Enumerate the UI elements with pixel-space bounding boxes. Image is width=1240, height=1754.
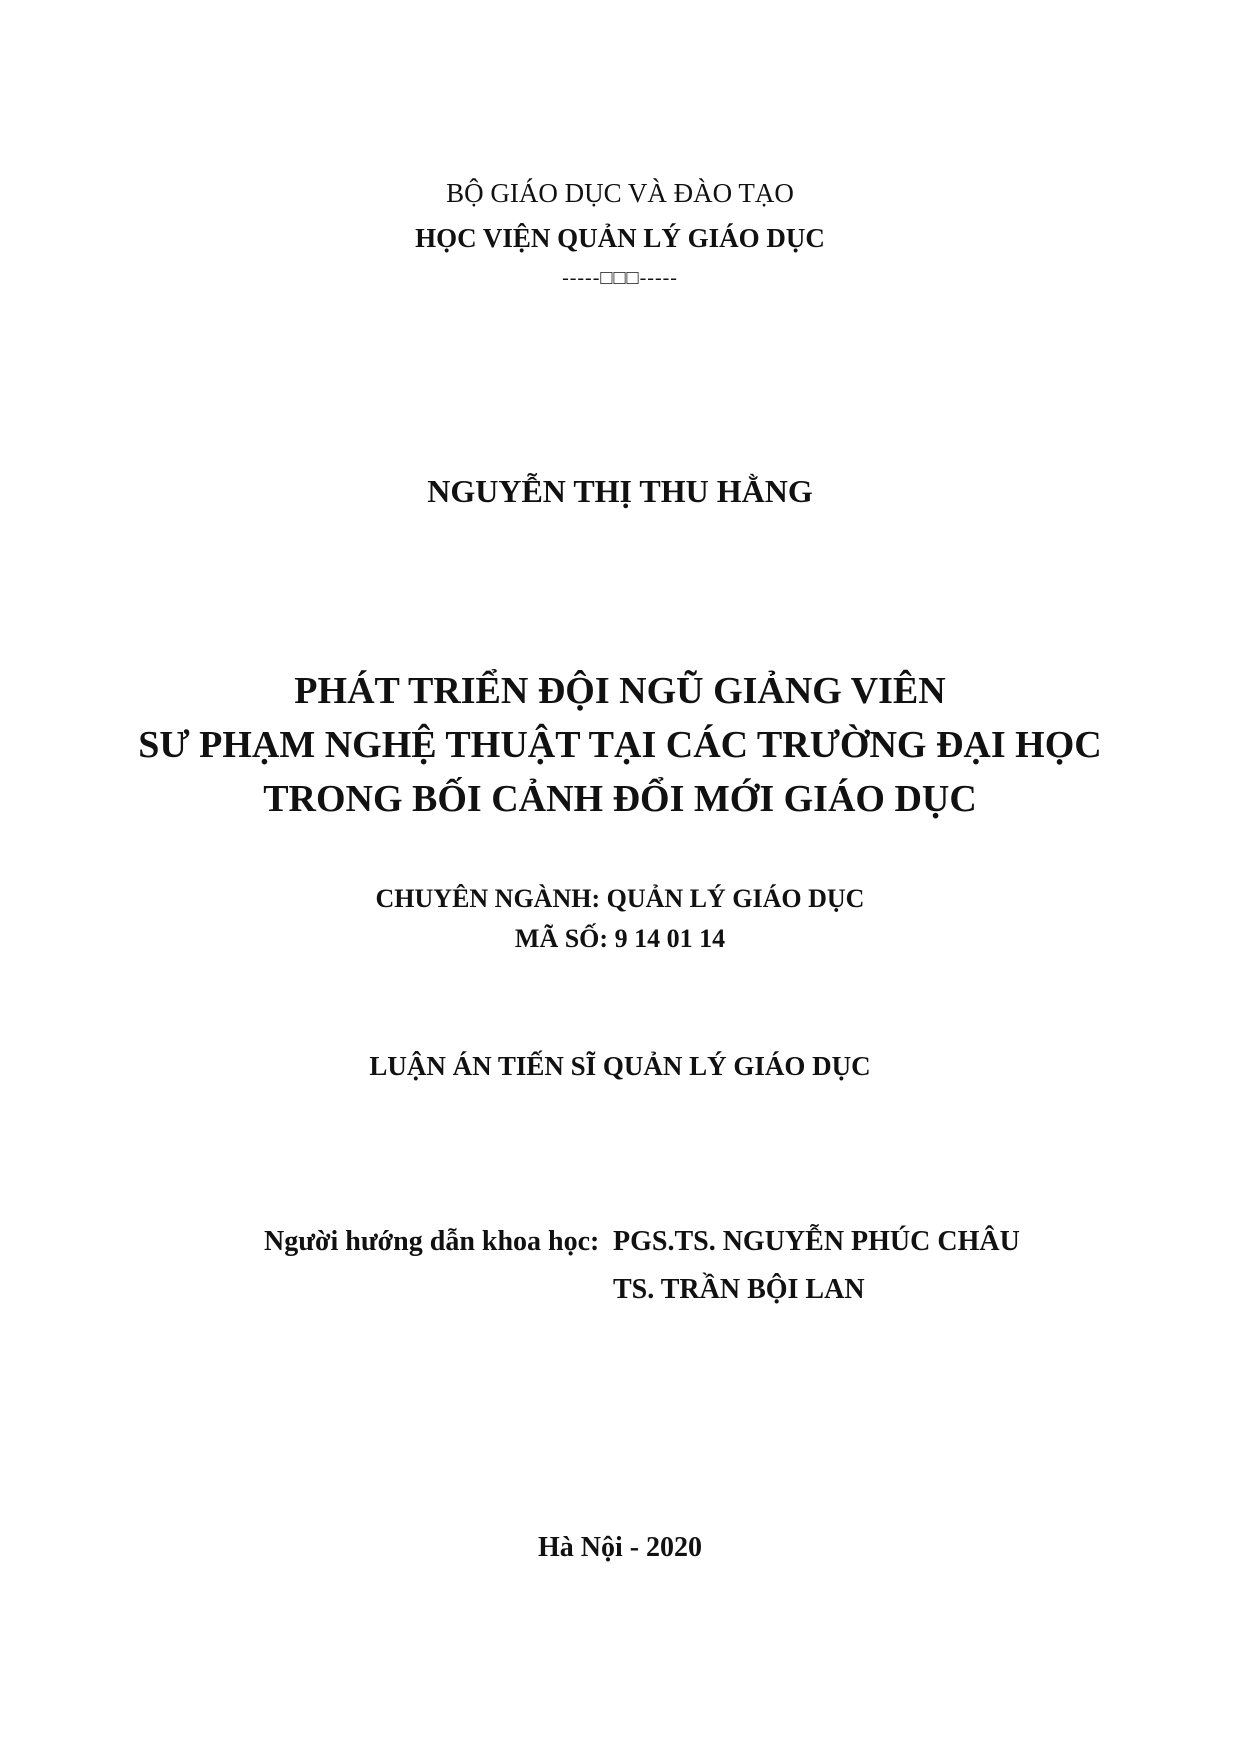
major: CHUYÊN NGÀNH: QUẢN LÝ GIÁO DỤC bbox=[375, 884, 865, 913]
place-and-year: Hà Nội - 2020 bbox=[537, 1532, 703, 1563]
degree-type: LUẬN ÁN TIẾN SĨ QUẢN LÝ GIÁO DỤC bbox=[369, 1051, 871, 1081]
institute-name: HỌC VIỆN QUẢN LÝ GIÁO DỤC bbox=[415, 223, 825, 253]
author-name: NGUYỄN THỊ THU HẰNG bbox=[427, 473, 813, 509]
thesis-title bbox=[0, 664, 1240, 826]
advisor-name-2: TS. TRẦN BỘI LAN bbox=[613, 1274, 865, 1305]
thesis-title-line-2: SƯ PHẠM NGHỆ THUẬT TẠI CÁC TRƯỜNG ĐẠI HỌC bbox=[138, 724, 1102, 766]
ministry-name: BỘ GIÁO DỤC VÀ ĐÀO TẠO bbox=[446, 178, 794, 208]
header-divider: -----□□□----- bbox=[562, 267, 678, 289]
major-code: MÃ SỐ: 9 14 01 14 bbox=[514, 924, 726, 953]
advisor-name-1: PGS.TS. NGUYỄN PHÚC CHÂU bbox=[613, 1226, 1020, 1257]
advisor-label: Người hướng dẫn khoa học: bbox=[264, 1226, 600, 1257]
thesis-title-line-3: TRONG BỐI CẢNH ĐỔI MỚI GIÁO DỤC bbox=[263, 778, 977, 820]
thesis-title-line-1: PHÁT TRIỂN ĐỘI NGŨ GIẢNG VIÊN bbox=[294, 670, 946, 712]
